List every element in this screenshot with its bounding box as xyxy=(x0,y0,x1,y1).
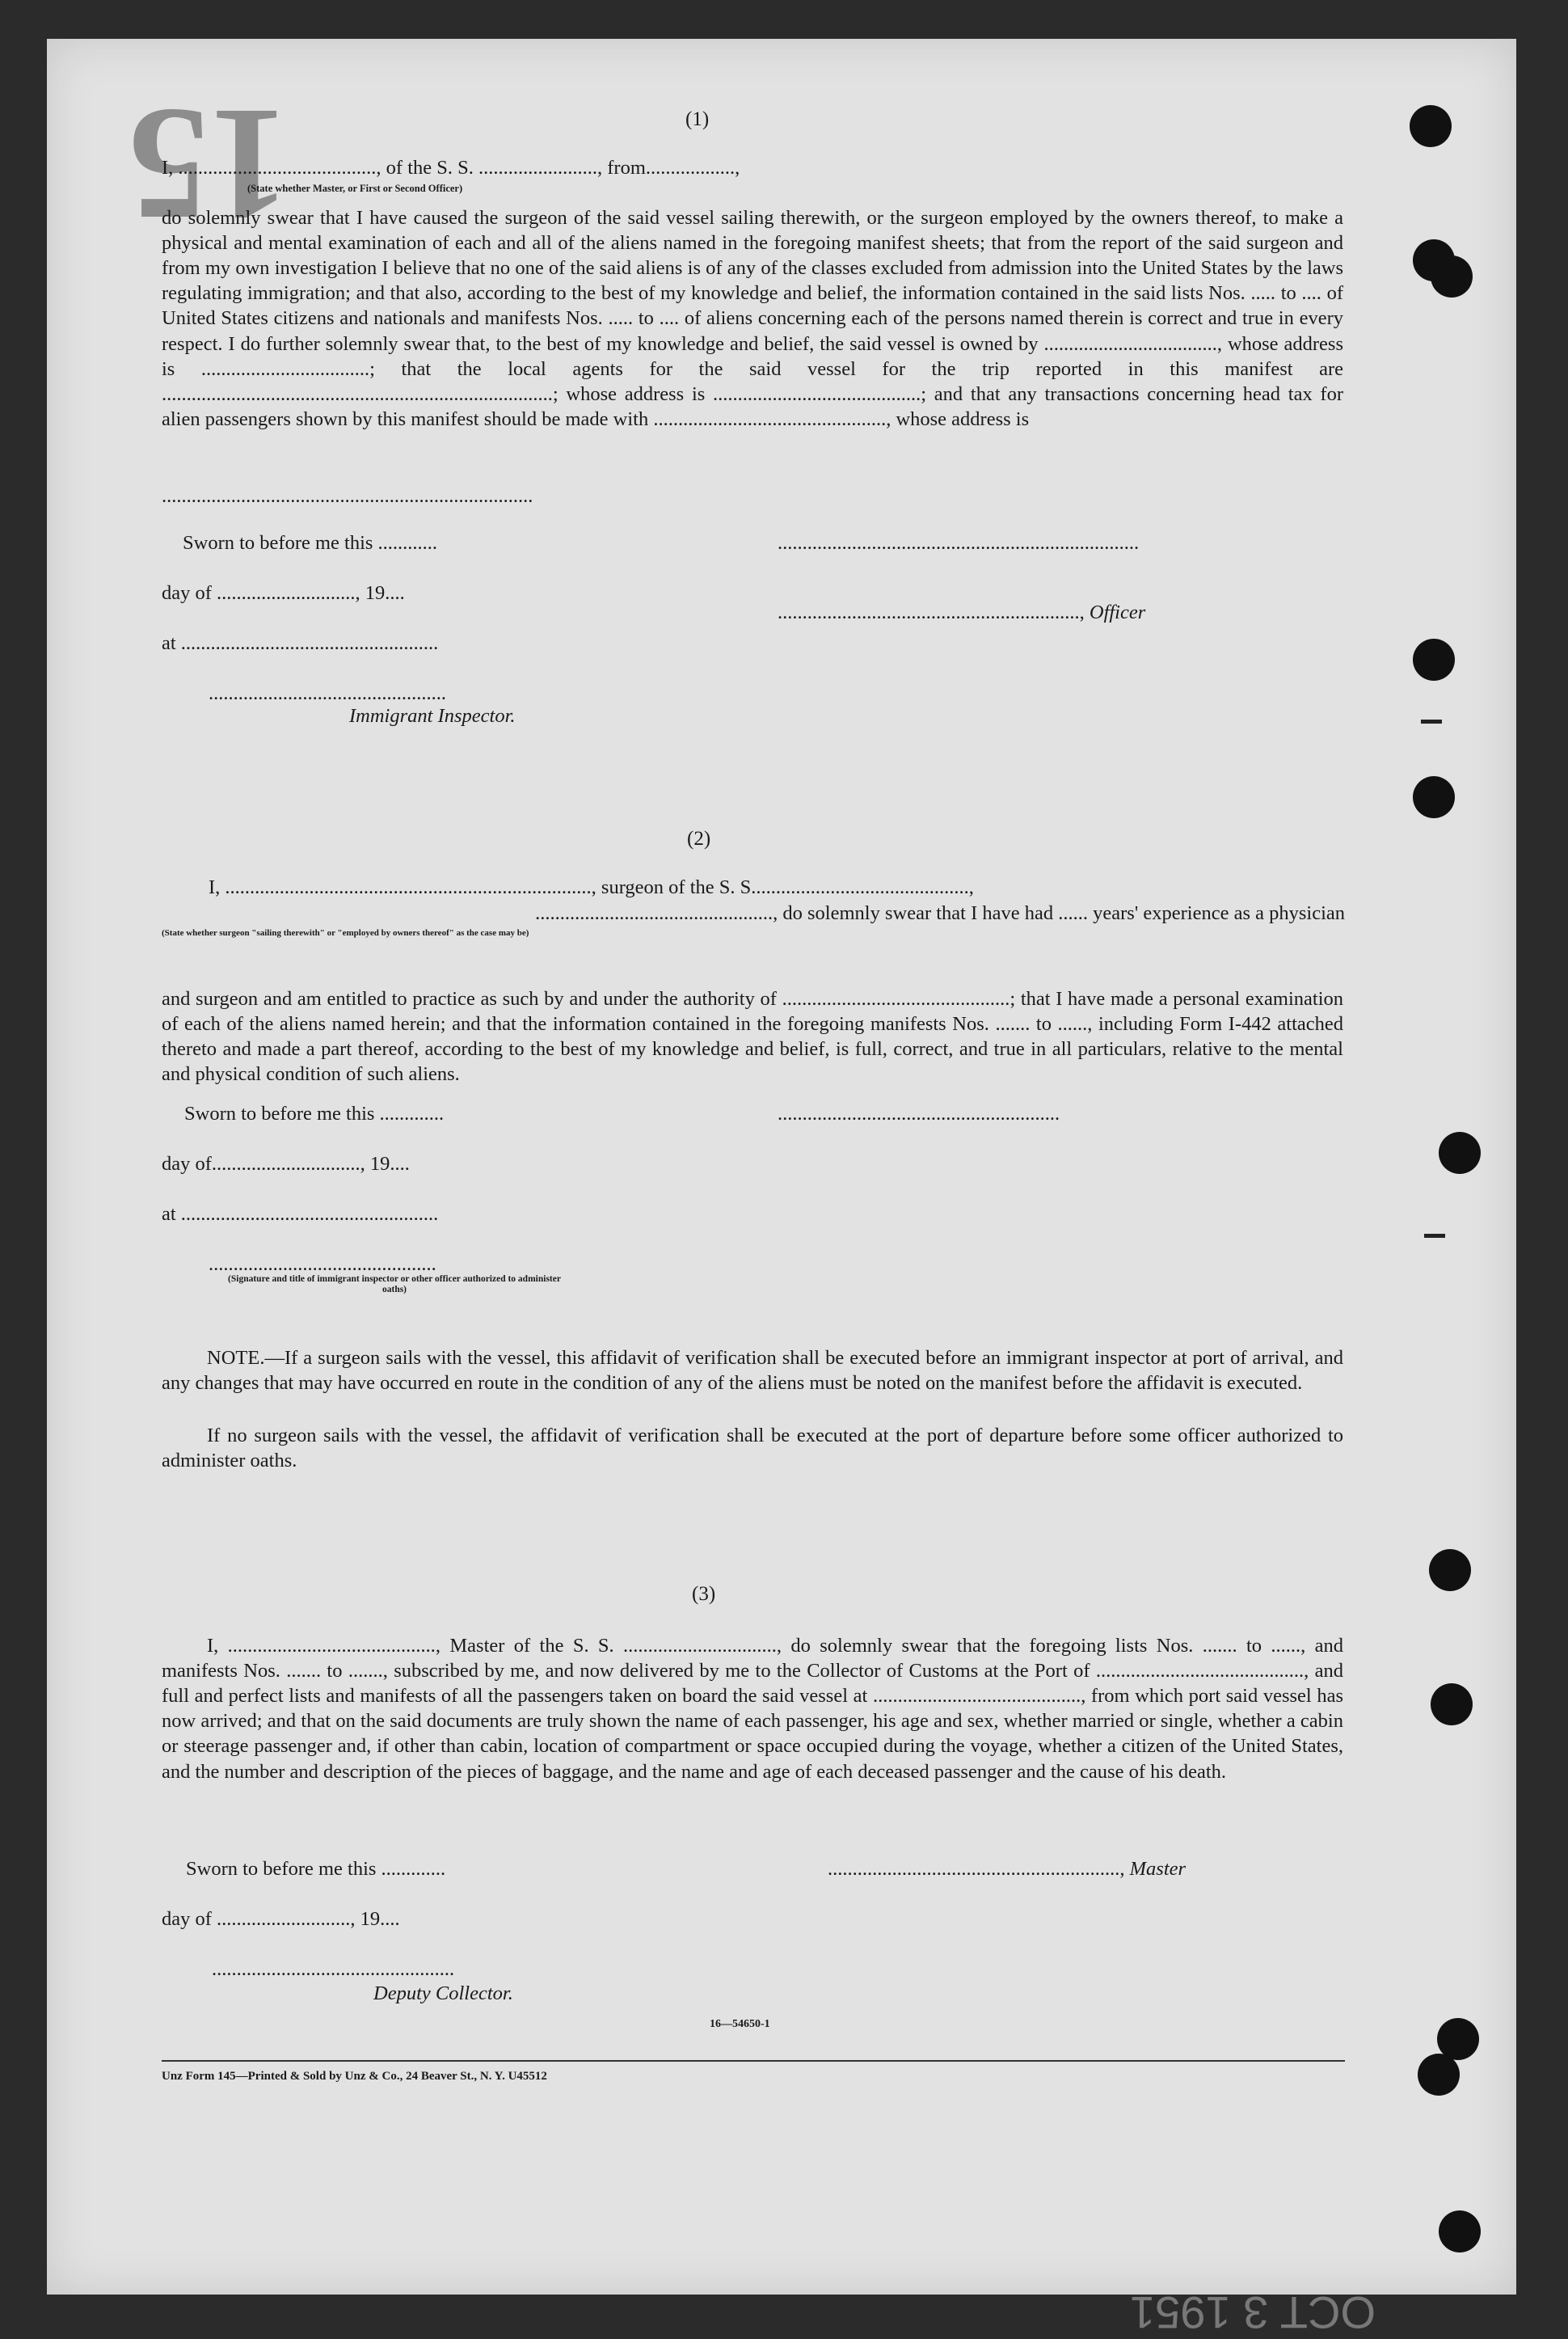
signature-dots: .............................................. xyxy=(209,1253,436,1275)
master-label: Master xyxy=(1129,1858,1187,1880)
field-note: (State whether surgeon "sailing therewith" or "employed by owners thereof" as the case may be) xyxy=(162,928,529,938)
note-paragraph-2: If no surgeon sails with the vessel, the affidavit of verification shall be executed at the port of departure before some officer authorized to administer oaths. xyxy=(162,1425,1343,1472)
punch-hole xyxy=(1429,1549,1471,1591)
punch-hole xyxy=(1439,2210,1481,2252)
document-page xyxy=(47,39,1516,2338)
printer-footer: Unz Form 145—Printed & Sold by Unz & Co., 24 Beaver St., N. Y. U45512 xyxy=(162,2070,547,2083)
place-line: at .................................................... xyxy=(162,1203,439,1225)
punch-hole xyxy=(1410,105,1452,147)
affidavit-body: do solemnly swear that I have caused the surgeon of the said vessel sailing therewith, or the surgeon employed by the owners thereof, to make a physical and mental examination of each and all of the aliens named in the foregoing manifest sheets; that from the report of the said surgeon and from my own investigation I believe that no one of the said aliens is of any of the classes excluded from admission into the United States by the laws regulating immigration; and that also, according to the best of my knowledge and belief, the information contained in the said lists Nos. ..... to .... of United States citizens and nationals and manifests Nos. ..... to .... of aliens concerning each of the persons named therein is correct and true in every respect. I do further solemnly swear that, to the best of my knowledge and belief, the said vessel is owned by ..................................., whose address is ..................................; that the local agents for the said vessel for the trip reported in this manifest are ...............................................................................; whose address is ..........................................; and that any transactions concerning head tax for alien passengers shown by this manifest should be made with ..............................................., whose address is xyxy=(162,207,1343,430)
collector-label: Deputy Collector. xyxy=(373,1982,513,2004)
punch-mark xyxy=(1424,1234,1445,1238)
affidavit-line: I, ........................................, of the S. S. ........................, from.................., xyxy=(162,157,740,179)
sworn-line: Sworn to before me this ............ xyxy=(183,532,438,554)
affidavit-body: I, .........................................., Master of the S. S. ..............................., do solemnly swear that the foregoing lists Nos. ....... to ......, and manifests Nos. ....... to ......., subscribed by me, and now delivered by me to the Collector of Customs at the Port of .........................................., and full and perfect lists and manifests of all the passengers taken on board the said vessel at .........................................., from which port said vessel has now arrived; and that on the said documents are truly shown the name of each passenger, his age and sex, whether married or single, whether a cabin or steerage passenger and, if other than cabin, location of compartment or space occupied during the voyage, whether a citizen of the United States, and the number and description of the pieces of baggage, and the name and age of each deceased passenger and the cause of his death. xyxy=(162,1635,1343,1783)
officer-signature xyxy=(778,602,1145,624)
signature-dots: ............................................................., xyxy=(778,602,1090,623)
inspector-label: Immigrant Inspector. xyxy=(349,705,516,727)
sworn-line: Sworn to before me this ............. xyxy=(186,1858,446,1880)
signature-dots: ................................................. xyxy=(212,1958,455,1980)
footer-rule xyxy=(162,2060,1345,2062)
field-note: (State whether Master, or First or Second Officer) xyxy=(247,183,463,194)
form-number: 16—54650-1 xyxy=(710,2018,770,2030)
punch-hole xyxy=(1413,776,1455,818)
punch-hole xyxy=(1439,1132,1481,1174)
signature-dots: ..........................................................., xyxy=(828,1858,1130,1880)
affidavit-body: and surgeon and am entitled to practice as such by and under the authority of ..............................................; that I have made a personal examination of each of the aliens named herein; and that the information contained in the foregoing manifests Nos. ....... to ......, including Form I-442 attached thereto and made a part thereof, according to the best of my knowledge and belief, is full, correct, and true in all particulars, relative to the mental and physical condition of such aliens. xyxy=(162,988,1343,1086)
master-signature xyxy=(828,1858,1186,1881)
note-label: NOTE. xyxy=(207,1347,265,1369)
signature-dots: ......................................................................... xyxy=(778,532,1140,554)
date-line: day of ..........................., 19.... xyxy=(162,1908,400,1930)
signature-note: (Signature and title of immigrant inspector or other officer authorized to administer oaths) xyxy=(228,1274,561,1295)
punch-hole xyxy=(1431,1683,1473,1725)
affidavit-line: I, .........................................................................., surgeon of the S. S............................................, xyxy=(209,876,974,898)
officer-label: Officer xyxy=(1089,602,1146,623)
signature-dots: ................................................ xyxy=(209,682,446,704)
sworn-line: Sworn to before me this ............. xyxy=(184,1103,445,1125)
section-number: (1) xyxy=(685,108,710,130)
punch-hole xyxy=(1413,639,1455,681)
date-stamp: OCT 3 1951 xyxy=(1130,2287,1376,2338)
date-line: day of ............................, 19.... xyxy=(162,582,405,604)
punch-mark xyxy=(1421,720,1442,724)
page-number-stamp: 15 xyxy=(128,75,289,254)
signature-dots: ......................................................... xyxy=(778,1103,1060,1125)
note-text: —If a surgeon sails with the vessel, this affidavit of verification shall be executed before an immigrant inspector at port of arrival, and any changes that may have occurred en route in the condition of any of the aliens must be noted on the manifest before the affidavit is executed. xyxy=(162,1347,1343,1395)
punch-hole xyxy=(1418,2054,1460,2096)
section-number: (2) xyxy=(687,828,711,850)
place-line: at .................................................... xyxy=(162,632,439,654)
section-number: (3) xyxy=(692,1583,716,1605)
dotted-line: ........................................................................... xyxy=(162,485,533,507)
date-line: day of.............................., 19.... xyxy=(162,1153,410,1175)
note-paragraph xyxy=(162,1345,1343,1395)
affidavit-line: ................................................, do solemnly swear that I have had ...... years' experience as a physician xyxy=(535,902,1345,924)
punch-hole xyxy=(1431,255,1473,298)
